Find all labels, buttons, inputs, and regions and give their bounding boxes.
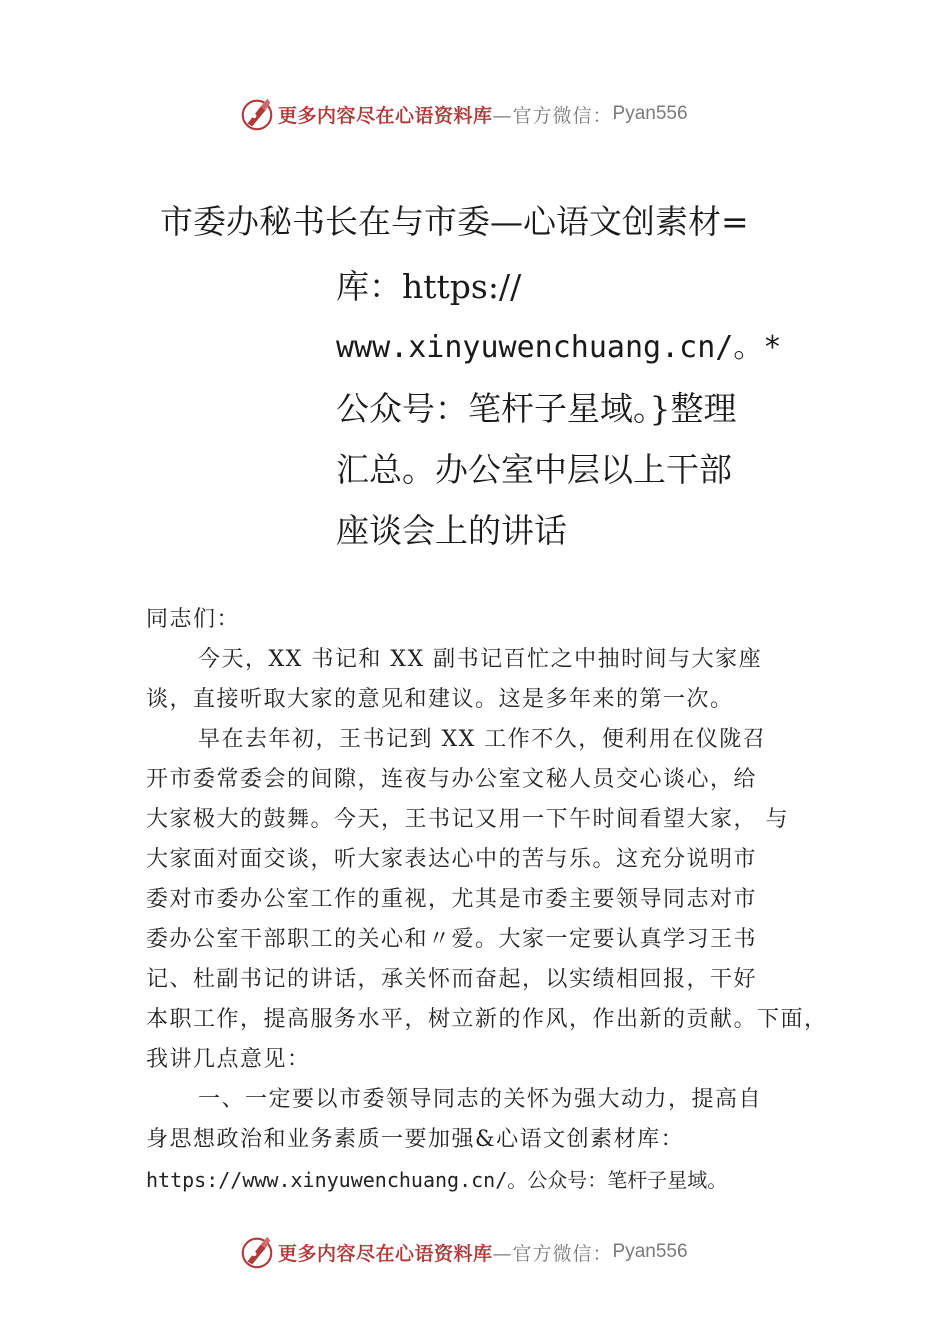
banner-red-text: 更多内容尽在心语资料库	[278, 104, 493, 127]
paragraph-2-line: 开市委常委会的间隙，连夜与办公室文秘人员交心谈心，给	[146, 767, 758, 792]
document-title	[336, 256, 806, 561]
pen-logo-icon	[238, 1233, 276, 1271]
salutation: 同志们：	[146, 607, 241, 632]
banner-wechat-id: Pyan556	[612, 1241, 688, 1262]
paragraph-2-line: 本职工作，提高服务水平，树立新的作风，作出新的贡献。下面，	[146, 1007, 828, 1032]
paragraph-2-line: 委办公室干部职工的关心和〃爱。大家一定要认真学习王书	[146, 927, 758, 952]
title-line-6: 座谈会上的讲话	[336, 511, 567, 550]
paragraph-2-line: 委对市委办公室工作的重视，尤其是市委主要领导同志对市	[146, 887, 758, 912]
paragraph-2-line: 大家极大的鼓舞。今天，王书记又用一下午时间看望大家， 与	[146, 807, 789, 832]
banner-red-text: 更多内容尽在心语资料库	[278, 1242, 493, 1265]
document-body	[146, 600, 836, 1200]
paragraph-3-line: 身思想政治和业务素质一要加强&心语文创素材库：	[146, 1127, 685, 1152]
title-line-5: 汇总。办公室中层以上干部	[336, 450, 732, 489]
paragraph-1-line: 今天，XX 书记和 XX 副书记百忙之中抽时间与大家座	[198, 647, 763, 672]
paragraph-2-line: 早在去年初，王书记到 XX 工作不久，便利用在仪陇召	[198, 727, 767, 752]
paragraph-2-line: 大家面对面交谈，听大家表达心中的苦与乐。这充分说明市	[146, 847, 758, 872]
title-line-4: 公众号：笔杆子星域。}整理	[336, 389, 737, 428]
banner-wechat-id: Pyan556	[612, 103, 688, 124]
title-line-2: 库：https://	[336, 267, 522, 306]
paragraph-3-line: https://www.xinyuwenchuang.cn/。公众号：笔杆子星域。	[146, 1168, 728, 1192]
footer-banner	[238, 1232, 688, 1272]
paragraph-2-line: 我讲几点意见：	[146, 1047, 311, 1072]
banner-grey-text: —官方微信：	[492, 104, 613, 127]
header-banner	[238, 94, 688, 134]
banner-grey-text: —官方微信：	[492, 1242, 613, 1265]
paragraph-1-line: 谈，直接听取大家的意见和建议。这是多年来的第一次。	[146, 687, 734, 712]
title-line-3: www.xinyuwenchuang.cn/。*	[336, 330, 782, 365]
paragraph-3-line: 一、一定要以市委领导同志的关怀为强大动力，提高自	[198, 1087, 763, 1112]
paragraph-2-line: 记、杜副书记的讲话，承关怀而奋起，以实绩相回报，干好	[146, 967, 758, 992]
pen-logo-icon	[238, 95, 276, 133]
title-line-1: 市委办秘书长在与市委—心语文创素材=	[160, 202, 749, 241]
